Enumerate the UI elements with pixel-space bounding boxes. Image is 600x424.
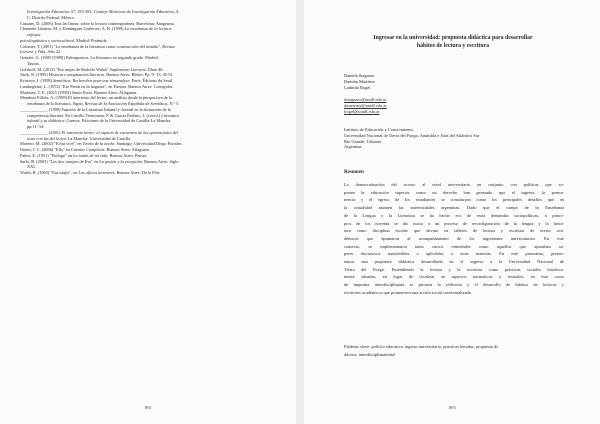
reference-text: enfoque: [27, 32, 41, 37]
author-name: Ludmila Rogel: [344, 84, 371, 90]
reference-text: Buenos Aires: Alfaguara.: [93, 89, 138, 95]
reference-text: competencia literaria. En Carrillo Tiemonera, P. & García Padrino, J. (coord.): [27, 112, 162, 118]
abstract-line: nencia y el egreso de los estudiantes se constituyan como los principales desafíos que en: [344, 197, 564, 203]
reference-text: Onetti, J. C. (2006) "Ella" en: [20, 147, 71, 152]
reference-text: Santiago: Universidad Diego Portales.: [116, 141, 183, 147]
reference-text: La pasión y la excepción.: [99, 158, 145, 164]
reference-text: Moreno, M. (2002) "Evita vive", en: [20, 141, 83, 147]
reference-text: Buenos Aires: De la Flor.: [116, 170, 161, 175]
abstract-line: ponen la educación superior como un derecho han generado que el ingreso, la perma-: [344, 189, 564, 195]
left-page: [0, 0, 296, 424]
abstract-line: Tierra del Fuego. Entendiendo la lectura y la escritura como prácticas sociales histórica-: [344, 266, 564, 272]
affiliation: [344, 127, 479, 150]
article-title-line: Ingresar en la universidad: propuesta didáctica para desarrollar: [373, 35, 533, 41]
reference-text: texto con las del lector.: [27, 135, 68, 141]
reference-text: infantil y su didáctica.: [27, 118, 67, 124]
keywords-line: dáctica, interdisciplinariedad: [344, 351, 395, 357]
reference-text: Historia e imaginación literaria.: [48, 72, 107, 78]
reference-text: Revista: [162, 43, 175, 49]
reference-text: Jitrik, N. (1995): [20, 72, 49, 78]
reference-text: París: Éditions du Seuil.: [131, 78, 174, 83]
reference-text: Clemente Linuesa, M. y Domínguez Gutiérrez, A. B. (1999): [20, 26, 125, 32]
reference-text: Investigación Educativa, 57, 353-381, Consejo Mexicano de Investigación Educativa, A.: [27, 9, 180, 14]
keywords-line: Palabras clave: política educativa, ingreso universitario, prácticas letradas, propuesta di-: [344, 344, 499, 349]
reference-text: Kristeva, J. (1998): [20, 78, 54, 83]
reference-text: Santa Evita.: [71, 89, 94, 95]
reference-list: [20, 9, 278, 176]
abstract-heading: Resumen: [344, 170, 364, 175]
reference-text: Signa, Revista de la Asociación Española de Semiótica,: [72, 101, 170, 106]
reference-text: _____________ (1999) Función de la Literatura Infantil y Juvenil en la formación de la: [20, 106, 171, 112]
book-gutter: [296, 0, 304, 424]
reference-text: El intertexto lector: el espacio de encuentro de las aportaciones del: [61, 129, 179, 135]
article-title: [344, 35, 562, 50]
reference-text: Cassany, D. (2006) Tras las líneas: sobre la lectura contemporánea. Barcelona: Anagrama.: [20, 20, 175, 26]
abstract-line: pios de los noventa se dio inicio a un proceso de reconfiguración de la lengua y la litera-: [344, 220, 564, 226]
author-email[interactable]: lrogel@untdf.edu.ar: [344, 108, 380, 114]
page-number-left: 891: [145, 405, 152, 410]
abstract-line: tamos una propuesta didáctica desarrollada en el ingreso a la Universidad Nacional de: [344, 259, 564, 265]
reference-text: Mendoza Fillola, A. (1998) El intertexto del lector: un análisis desde la perspectiva de la: [20, 95, 173, 101]
reference-text: Madrid: Pirámide.: [76, 37, 108, 43]
affiliation-line: Río Grande, Ushuaia: [344, 138, 381, 144]
email-list: [344, 97, 387, 114]
page-number-right: 893: [449, 405, 456, 410]
reference-text: Paños, E. (1951) "Prólogo" en: [20, 152, 74, 158]
reference-text: pp.11- 54.: [27, 124, 45, 129]
reference-text: La razón de mi vida.: [73, 152, 110, 158]
reference-text: Buenos Aires: Siglo: [144, 158, 179, 164]
reference-text: Año 22.: [47, 49, 62, 55]
reference-text: Suplemento Literario Tilam 46.: [109, 66, 164, 72]
reference-text: Genette, G. (1989 [1989]) Palimpsestos. La literatura en segundo grado. Madrid:: [20, 55, 159, 60]
abstract-line: de la Lengua y la Literatura se ha hecho eco de estas demandas sociopolíticas, a princi-: [344, 212, 564, 218]
right-page: [304, 0, 600, 424]
author-email[interactable]: dmartinez@untdf.edu.ar: [344, 102, 387, 108]
abstract-line: démicos que apuntaron al acompañamiento de los ingresantes universitarios. En este: [344, 235, 564, 241]
reference-text: Lanthoghine, L. (1972) "Ese Perón en la hoguera", en Puertas. Buenos Aires: Corregidor.: [20, 83, 174, 89]
affiliation-line: Instituto de Educación y Conocimiento.: [344, 127, 414, 132]
reference-text: enseñanza de la literatura.: [27, 101, 73, 106]
reference-text: Cuentos Completos.: [70, 147, 107, 152]
reference-text: N.º 5.: [169, 101, 180, 106]
reference-text: C. Distrito Federal, México: [27, 14, 75, 20]
abstract-line: tura como disciplina escolar que devino en talleres de lectura y escritura de textos aca-: [344, 228, 564, 234]
author-list: [344, 73, 375, 90]
reference-text: XXI.: [27, 164, 36, 170]
reference-text: Buenos Aires: Biblos. Pp. 9- 13, 45-51: [106, 72, 173, 78]
affiliation-line: Universidad Nacional de Tierra del Fuego, Antártida e Islas del Atlántico Sur: [344, 132, 480, 138]
reference-text: Colomer, T. (2001) "La enseñanza de la literatura como construcción del sentido",: [20, 43, 163, 49]
reference-text: La Mancha: Universidad de Castilla.: [67, 135, 131, 141]
reference-text: Golsboff, M. (2012) "Ese mujer de Rodolfo Walsh": [20, 66, 110, 72]
reference-text: Taurus.: [27, 60, 40, 66]
abstract-line: La democratización del acceso al nivel universitario en conjunto con políticas que su-: [344, 182, 564, 187]
abstract-line: de impronta interdisciplinaria se prioriza la reflexión y el desarrollo de hábitos de lectores y: [344, 282, 564, 288]
author-name: Damián Martínez: [344, 78, 375, 84]
reference-text: La enseñanza de la lectura:: [124, 26, 173, 32]
reference-line: [20, 170, 278, 176]
article-title-line: hábitos de lectura y escritura: [416, 42, 490, 49]
reference-text: Lectura y Vida,: [20, 49, 48, 55]
abstract-line: peres discursivos transferibles o aplicables a otras materias. En este panorama, presen-: [344, 251, 564, 257]
reference-text: Sarlo, B. (2003) "Los dos cuerpos de Eva" en: [20, 158, 100, 164]
abstract-line: mente situadas, en lugar de focalizar en aspectos normativos y textuales, en este curso: [344, 274, 564, 280]
reference-text: Semiótica: Recherches pour une sémanalyse.: [53, 78, 132, 83]
reference-text: Buenos Aires: Peuser.: [109, 152, 148, 158]
abstract-body: [344, 181, 564, 297]
abstract-line: la actualidad asumen las universidades argentinas. Dado que el campo de la Enseñanza: [344, 205, 564, 211]
author-name: Daniela Stagnaro: [344, 73, 375, 78]
reference-text: Literatura: [161, 112, 179, 118]
reference-text: _____________ (2001): [20, 129, 62, 135]
reference-text: psicolingüístico y sociocultural.: [20, 37, 77, 43]
reference-text: Buenos Aires: Alfaguara.: [106, 147, 150, 152]
reference-text: Teoría de la noche.: [82, 141, 117, 147]
reference-text: Cuenca: Ediciones de la Universidad de Castilla-La Mancha,: [66, 118, 172, 124]
author-email[interactable]: dstagnaro@untdf.edu.ar: [344, 97, 387, 102]
reference-text: Martínez, T. E. (2015 [1995]): [20, 89, 72, 95]
abstract-line: escritores académicos que promueven una acción social contextualizada.: [344, 289, 472, 295]
abstract-line: contexto, se implementaron tanto cursos remediales como aquellos que ajustaban sa-: [344, 243, 564, 249]
reference-text: Walsh, R. (1965) "Esa mujer", en: [20, 170, 79, 175]
affiliation-line: Argentina: [344, 144, 362, 150]
keywords: [344, 343, 564, 358]
reference-text: Los oficios terrestres.: [78, 170, 117, 175]
